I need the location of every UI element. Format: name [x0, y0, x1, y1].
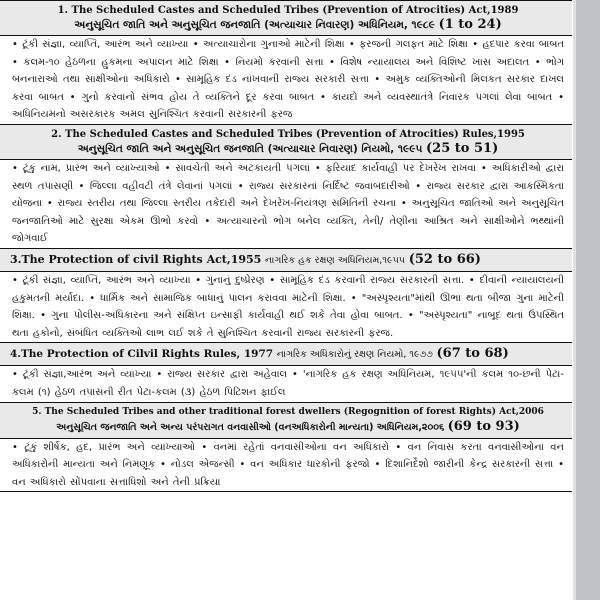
section-header: [0, 343, 572, 366]
section-title-en: 5. The Scheduled Tribes and other traditional forest dwellers (Regognition of forest Rights) Act,2006: [32, 406, 544, 417]
section-title-en: 4.The Protection of Cilvil Rights Rules, 1977: [10, 348, 274, 361]
section-header: [0, 403, 572, 439]
page-range: (52 to 66): [408, 251, 481, 267]
section-title-gu-text: નાગરિક હક રક્ષણ અધિનિયમ,૧૯૫૫: [264, 254, 406, 266]
section-body: • ટૂંકું નામ, પ્રારંભ અને વ્યાખ્યાઓ • સાવચેતી અને અટકાયતી પગલાં • ફરિયાદ કાર્યવાહી પર દેખરેખ રાખવા • અધિકારીઓ દ્વારા સ્થળ તપાસણી • જિલ્લા વહીવટી તંત્રે લેવાનાં પગલાં • રાજ્ય સરકારનાં નિર્દિષ્ટ જવાબદારીઓ • રાજ્ય સરકાર દ્વારા આકસ્મિકતા યોજના • રાજ્ય સ્તરીય તથા જિલ્લા સ્તરીય તકેદારી અને દેખરેખ-નિયંત્રણ સમિતિની રચના • અનુસૂચિત જાતિઓ અને અનુસૂચિત જનજાતિઓ માટે સુરક્ષા એકમ ઊભો કરવો • અત્યાચારનો ભોગ બનેલ વ્યક્તિ, તેની/ તેણીના આશ્રિત અને સાક્ષીઓને ભથ્થાંની જોગવાઈ: [12, 162, 564, 245]
section-header: [0, 249, 572, 272]
section-body: • ટૂંકી સંજ્ઞા, વ્યાપ્તિ, આરંભ અને વ્યાખ્યા • ગુનાનું દુષ્પ્રેરણ • સામૂહિક દંડ કરવાની રાજ્ય સરકારની સત્તા. • દીવાની ન્યાયાલયની હકુમતની મર્યાદા. • ધાર્મિક અને સામાજિક બાધાનું પાલન કરાવવા માટેની શિક્ષા. • "અસ્પૃશ્યતા"માંથી ઊભા થતા બીજા ગુના માટેની શિક્ષા. • ગુના પોલીસ-અધિકારના અને સંક્ષિપ્ત ઇન્સાફી કાર્યવાહી થઈ શકે તેવા હોવા બાબત. • "અસ્પૃશ્યતા" નાબૂદ થતાં ઉપસ્થિત થતા હકોનો, સંબંધિત વ્યક્તિઓ લાભ લઈ શકે તે સુનિશ્ચિત કરવાની રાજ્ય સરકારની ફરજ.: [12, 274, 564, 339]
page-range: (67 to 68): [436, 346, 509, 362]
section-2: [0, 124, 572, 248]
section-title-gu: [10, 141, 566, 157]
section-title-en: 3.The Protection of civil Rights Act,1955: [10, 252, 262, 266]
section-title-gu-text: નાગરિક અધિકારોનું રક્ષણ નિયમો, ૧૯૭૭: [276, 349, 433, 361]
section-title-combined: [10, 346, 566, 363]
right-gray-margin: [576, 0, 600, 600]
section-title-gu: [10, 17, 566, 33]
section-title-en: 2. The Scheduled Castes and Scheduled Tribes (Prevention of Atrocities) Rules,1995: [51, 128, 525, 140]
page-range: (1 to 24): [438, 17, 502, 32]
section-header: [0, 125, 572, 160]
section-body: • ટૂંકું શીર્ષક, હદ, પ્રારંભ અને વ્યાખ્યાઓ • વનમાં રહેતાં વનવાસીઓના વન અધિકારો • વન નિવાસ કરતા વનવાસીઓના વન અધિકારોની માન્યતા અને નિમણૂક • નોડલ એજન્સી • વન અધિકાર ધારકોની ફરજો • દિશાનિર્દેશો જારીની કેન્દ્ર સરકારની સત્તા • વન અધિકારો સોંપવાના સત્તાધિશો અને તેની પ્રક્રિયા: [12, 441, 564, 488]
section-body: • ટૂંકી સંજ્ઞા,આરંભ અને વ્યાખ્યા • રાજ્ય સરકાર દ્વારા અહેવાલ • 'નાગરિક હક રક્ષણ અધિનિયમ, ૧૯૫૫'ની કલમ ૧૦-છની પેટા-કલમ (૧) હેઠળ તપાસની રીત પેટા-કલમ (૩) હેઠળ પિટિશન ફાઈલ: [12, 369, 564, 398]
section-body: • ટૂંકી સંજ્ઞા, વ્યાપ્તિ, આરંભ અને વ્યાખ્યા • અત્યાચારોના ગુનાઓ માટેની શિક્ષા • ફરજની ગલફત માટે શિક્ષા • હદપાર કરવા બાબત • કલમ-૧૦ હેઠળના હુકમના અપાલન માટે શિક્ષા • નિયમો કરવાની સત્તા • વિશેષ ન્યાયાલય અને વિશિષ્ટ ખાસ અદાલત • ભોગ બનનારાઓ તથા સાક્ષીઓના અધિકારો • સામૂહિક દંડ નાંખવાની રાજ્ય સરકારી સત્તા • અમુક વ્યક્તિઓની મિલકત સરકાર દાખલ કરવા બાબત • ગુનો કરવાનો સંભવ હોય તે વ્યક્તિને દૂર કરવા બાબત • કાયદો અને વ્યવસ્થાતંત્રે નિવારક પગલાં લેવા બાબત • અધિનિયમનો અસરકારક અમલ સુનિશ્ચિત કરવાની સરકારની ફરજ: [12, 39, 564, 121]
section-title-gu-text: અનુસૂચિત જનજાતિ અને અન્ય પરંપરાગત વનવાસીઓ (વનઅધિકારોની માન્યતા) અધિનિયમ,૨૦૦૬: [56, 421, 445, 433]
section-1: [0, 0, 572, 124]
section-title-gu-text: અનુસૂચિત જાતિ અને અનુસૂચિત જનજાતિ (અત્યાચાર નિવારણ) નિયમો, ૧૯૯૫: [77, 142, 423, 155]
section-header: [0, 1, 572, 36]
section-title-en: 1. The Scheduled Castes and Scheduled Tribes (Prevention of Atrocities) Act,1989: [57, 5, 519, 16]
section-title-combined: [10, 252, 566, 269]
page-range: (25 to 51): [426, 140, 499, 156]
section-5: [0, 402, 572, 493]
section-3: [0, 248, 572, 342]
page-range: (69 to 93): [447, 418, 520, 434]
section-4: [0, 342, 572, 401]
section-title-gu-text: અનુસૂચિત જાતિ અને અનુસૂચિત જનજાતિ (અત્યાચાર નિવારણ) અધિનિયમ, ૧૯૮૯: [74, 19, 435, 31]
section-title-gu: [10, 419, 566, 436]
